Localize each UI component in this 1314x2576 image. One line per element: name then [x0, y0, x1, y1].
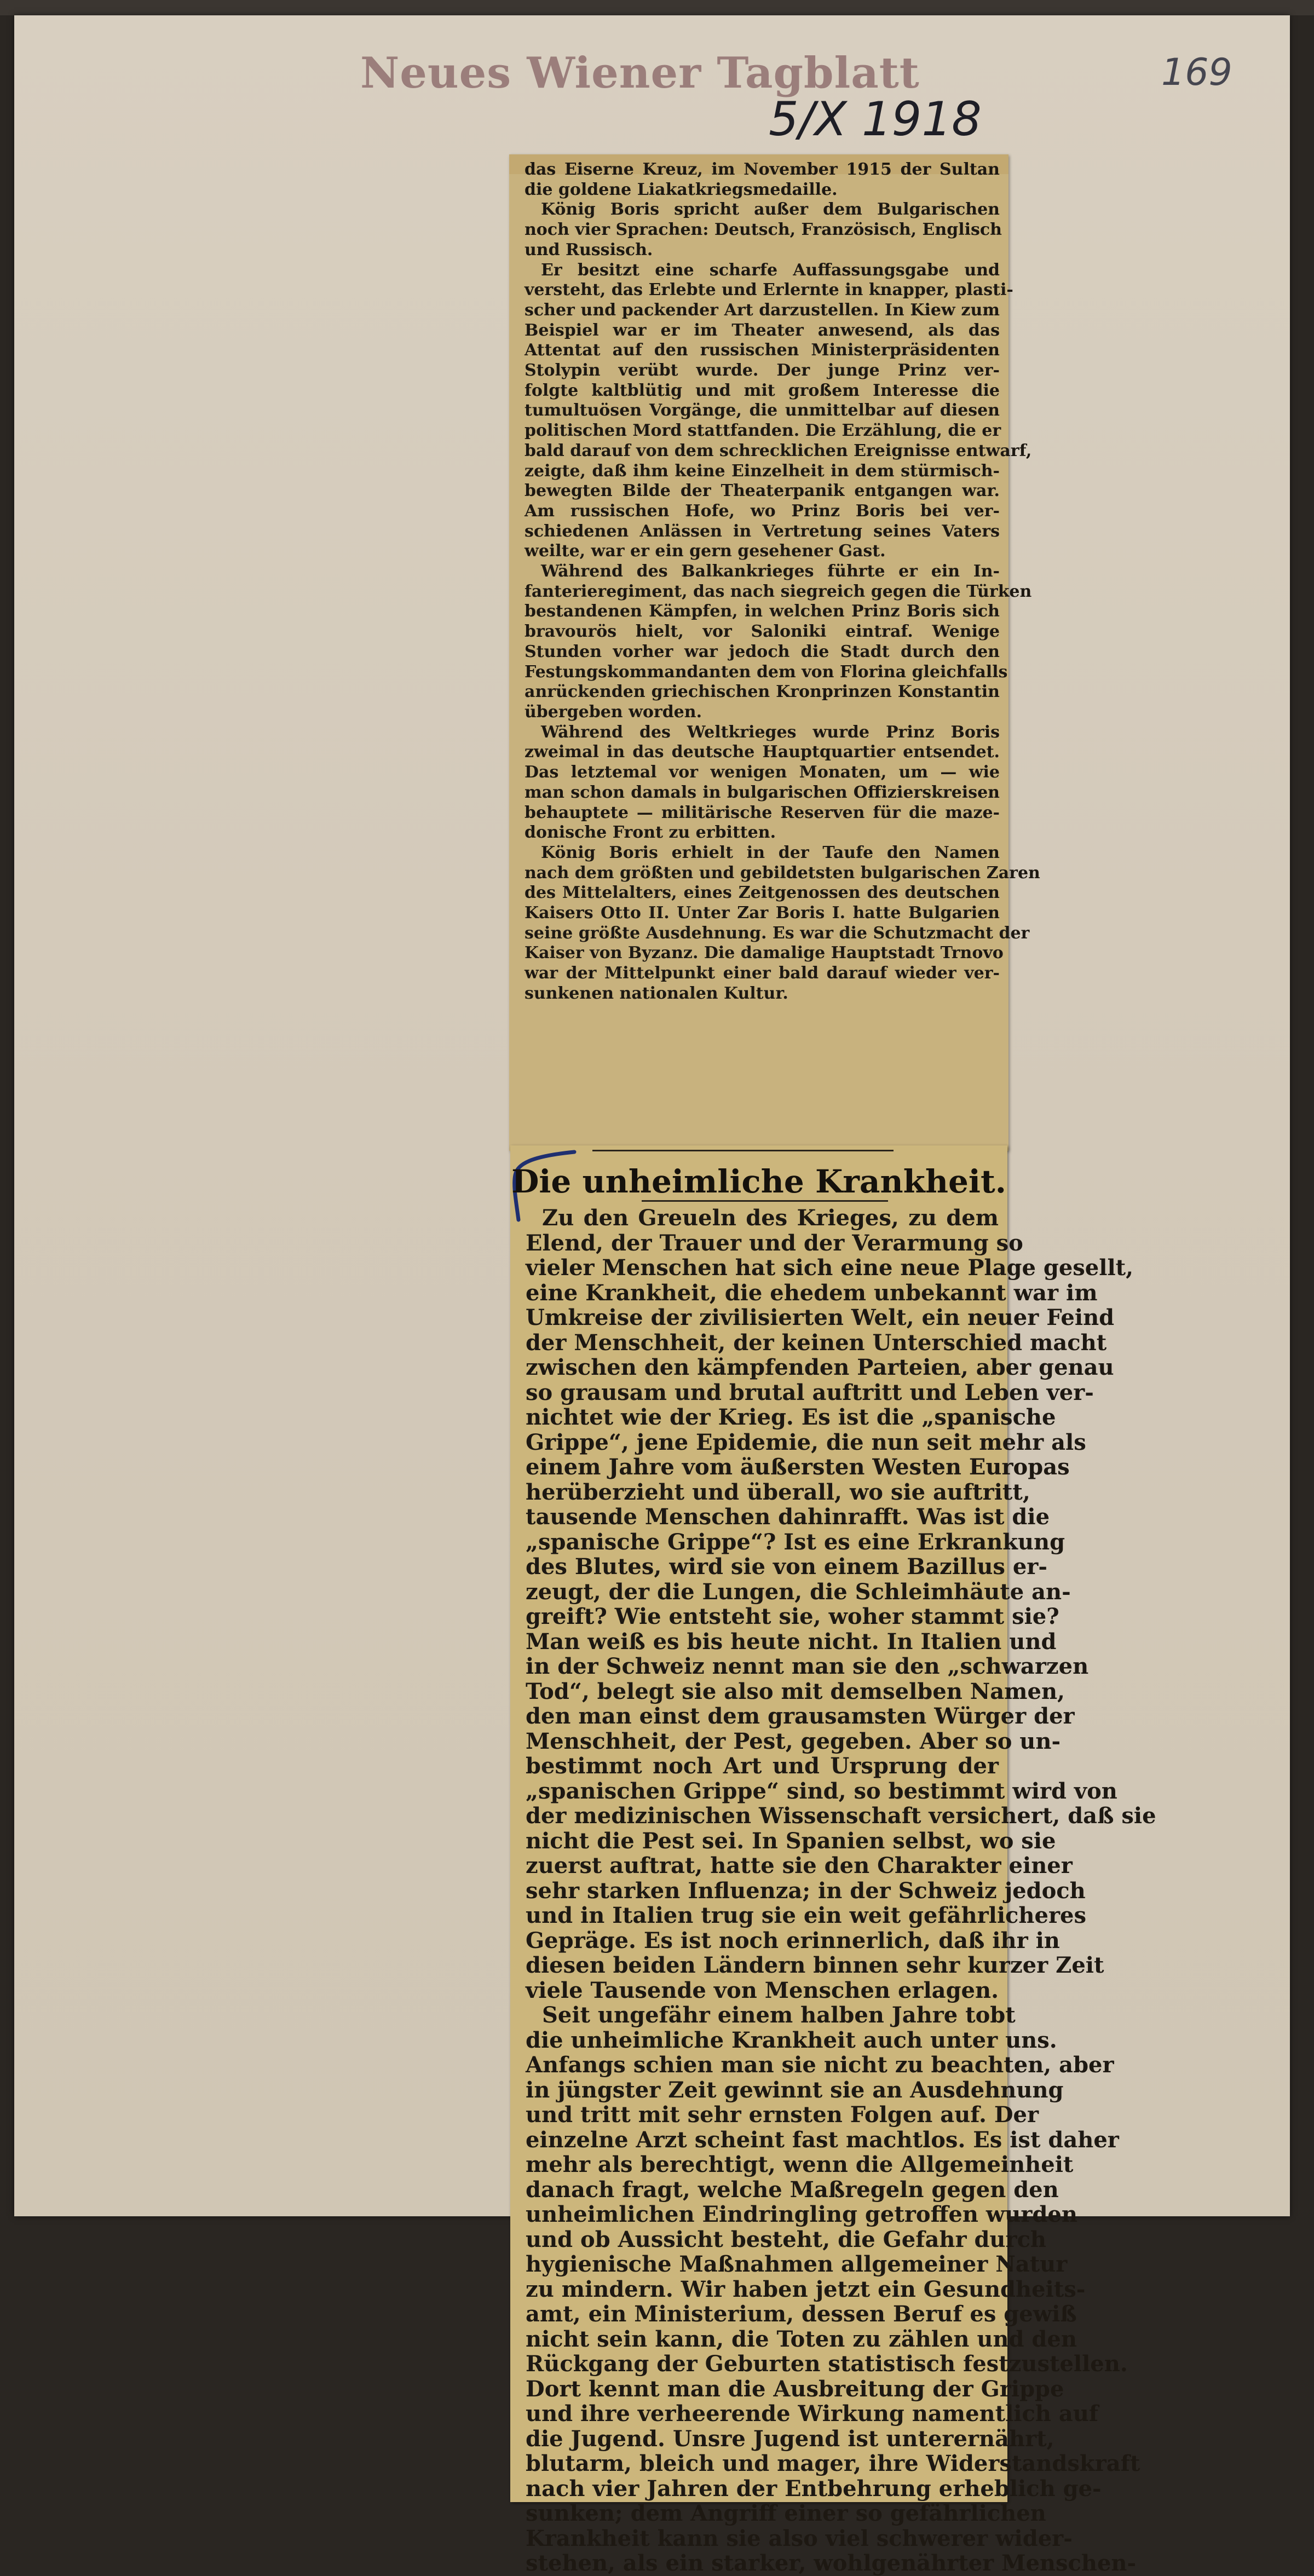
- text-line: anrückenden griechischen Kronprinzen Konstantin: [525, 682, 1000, 702]
- text-line: bewegten Bilde der Theaterpanik entgangen war.: [525, 481, 1000, 501]
- text-line: Zu den Greueln des Krieges, zu dem: [542, 1205, 999, 1231]
- headline-underline: [642, 1200, 888, 1202]
- text-line: eine Krankheit, die ehedem unbekannt war im: [526, 1280, 1098, 1306]
- text-line: Krankheit kann sie also viel schwerer wider-: [526, 2525, 1073, 2551]
- text-line: zeigte, daß ihm keine Einzelheit in dem stürmisch-: [525, 461, 1000, 481]
- text-line: und ihre verheerende Wirkung namentlich auf: [526, 2401, 1099, 2427]
- newspaper-stamp: Neues Wiener Tagblatt: [360, 48, 920, 98]
- text-line: Beispiel war er im Theater anwesend, als das: [525, 320, 1000, 340]
- article-headline: Die unheimliche Krankheit.: [511, 1163, 1006, 1200]
- text-line: Kaiser von Byzanz. Die damalige Hauptstadt Trnovo: [525, 943, 1004, 963]
- text-line: Stunden vorher war jedoch die Stadt durch den: [525, 642, 1000, 661]
- text-line: danach fragt, welche Maßregeln gegen den: [526, 2176, 1059, 2203]
- text-line: vieler Menschen hat sich eine neue Plage gesellt,: [526, 1255, 1134, 1281]
- handwritten-date: 5/X 1918: [769, 92, 982, 147]
- text-line: und ob Aussicht besteht, die Gefahr durch: [526, 2226, 1047, 2252]
- text-line: des Blutes, wird sie von einem Bazillus er-: [526, 1554, 1047, 1580]
- text-line: Tod“, belegt sie also mit demselben Namen,: [526, 1678, 1065, 1704]
- text-line: sehr starken Influenza; in der Schweiz jedoch: [526, 1877, 1086, 1904]
- text-line: bestimmt noch Art und Ursprung der: [526, 1753, 999, 1779]
- text-line: „spanische Grippe“? Ist es eine Erkrankung: [526, 1529, 1065, 1555]
- text-line: einem Jahre vom äußersten Westen Europas: [526, 1454, 1070, 1480]
- text-line: Kaisers Otto II. Unter Zar Boris I. hatte Bulgarien: [525, 903, 1000, 923]
- text-line: und tritt mit sehr ernsten Folgen auf. Der: [526, 2102, 1039, 2128]
- text-line: Gepräge. Es ist noch erinnerlich, daß ihr in: [526, 1927, 1060, 1953]
- text-line: schiedenen Anlässen in Vertretung seines Vaters: [525, 521, 1000, 541]
- text-line: Elend, der Trauer und der Verarmung so: [526, 1230, 1023, 1256]
- text-line: seine größte Ausdehnung. Es war die Schutzmacht der: [525, 923, 1030, 943]
- text-line: Dort kennt man die Ausbreitung der Grippe: [526, 2376, 1064, 2402]
- text-line: das Eiserne Kreuz, im November 1915 der Sultan: [525, 160, 1000, 179]
- text-line: der Menschheit, der keinen Unterschied macht: [526, 1329, 1107, 1356]
- text-line: in der Schweiz nennt man sie den „schwarzen: [526, 1653, 1089, 1679]
- clipping-1-text: [525, 160, 1040, 1004]
- text-line: behauptete — militärische Reserven für die maze-: [525, 803, 1000, 822]
- text-line: die Jugend. Unsre Jugend ist unterernährt,: [526, 2425, 1054, 2452]
- text-line: Menschheit, der Pest, gegeben. Aber so un-: [526, 1728, 1061, 1754]
- text-line: Seit ungefähr einem halben Jahre tobt: [542, 2002, 1016, 2028]
- text-line: viele Tausende von Menschen erlagen.: [526, 1977, 999, 2003]
- text-line: Das letztemal vor wenigen Monaten, um — wie: [525, 763, 1000, 782]
- text-line: mehr als berechtigt, wenn die Allgemeinheit: [526, 2152, 1074, 2177]
- text-line: zuerst auftrat, hatte sie den Charakter einer: [526, 1853, 1073, 1878]
- text-line: den man einst dem grausamsten Würger der: [526, 1703, 1075, 1729]
- text-line: zu mindern. Wir haben jetzt ein Gesundheits-: [526, 2276, 1086, 2302]
- text-line: fanterieregiment, das nach siegreich gegen die Türken: [525, 581, 1032, 601]
- text-line: Rückgang der Geburten statistisch festzustellen.: [526, 2351, 1128, 2377]
- text-line: und Russisch.: [525, 240, 653, 260]
- clipping-spanish-flu: [510, 1145, 1156, 2576]
- text-line: Stolypin verübt wurde. Der junge Prinz ver-: [525, 361, 1000, 381]
- text-line: zwischen den kämpfenden Parteien, aber genau: [526, 1355, 1114, 1380]
- text-line: blutarm, bleich und mager, ihre Widerstandskraft: [526, 2451, 1140, 2476]
- text-line: Anfangs schien man sie nicht zu beachten, aber: [526, 2052, 1114, 2078]
- text-line: zeugt, der die Lungen, die Schleimhäute an-: [526, 1578, 1071, 1605]
- text-line: bestandenen Kämpfen, in welchen Prinz Boris sich: [525, 602, 1000, 621]
- text-line: sunken; dem Angriff einer so gefährlichen: [526, 2500, 1046, 2526]
- text-line: Umkreise der zivilisierten Welt, ein neuer Feind: [526, 1305, 1115, 1330]
- text-line: amt, ein Ministerium, dessen Beruf es gewiß: [526, 2301, 1077, 2327]
- text-line: Er besitzt eine scharfe Auffassungsgabe und: [541, 260, 1000, 280]
- text-line: tumultuösen Vorgänge, die unmittelbar auf diesen: [525, 401, 1000, 420]
- text-line: der medizinischen Wissenschaft versichert, daß sie: [526, 1803, 1156, 1829]
- text-line: Während des Weltkrieges wurde Prinz Boris: [541, 722, 1000, 742]
- text-line: Festungskommandanten dem von Florina gleichfalls: [525, 662, 1008, 682]
- text-line: König Boris erhielt in der Taufe den Namen: [541, 843, 1000, 862]
- text-line: noch vier Sprachen: Deutsch, Französisch, Englisch: [525, 220, 1002, 240]
- text-line: nichtet wie der Krieg. Es ist die „spanische: [526, 1404, 1056, 1430]
- text-line: scher und packender Art darzustellen. In Kiew zum: [525, 300, 1000, 320]
- folio-number: 169: [1161, 51, 1232, 94]
- clipping-2-text: [526, 1205, 1156, 2576]
- text-line: Man weiß es bis heute nicht. In Italien und: [526, 1628, 1057, 1655]
- text-line: tausende Menschen dahinrafft. Was ist die: [526, 1504, 1050, 1530]
- text-line: so grausam und brutal auftritt und Leben ver-: [526, 1379, 1094, 1405]
- text-line: donische Front zu erbitten.: [525, 823, 776, 843]
- text-line: Attentat auf den russischen Ministerpräsidenten: [525, 341, 1000, 360]
- text-line: greift? Wie entsteht sie, woher stammt sie?: [526, 1604, 1059, 1629]
- text-line: in jüngster Zeit gewinnt sie an Ausdehnung: [526, 2077, 1064, 2103]
- text-line: zweimal in das deutsche Hauptquartier entsendet.: [525, 742, 1000, 762]
- text-line: die goldene Liakatkriegsmedaille.: [525, 180, 838, 199]
- text-line: bravourös hielt, vor Saloniki eintraf. Wenige: [525, 622, 1000, 642]
- text-line: politischen Mord stattfanden. Die Erzählung, die er: [525, 421, 1001, 441]
- text-line: und in Italien trug sie ein weit gefährlicheres: [526, 1903, 1086, 1928]
- text-line: Am russischen Hofe, wo Prinz Boris bei ver-: [525, 501, 1000, 521]
- text-line: übergeben worden.: [525, 702, 702, 722]
- text-line: sunkenen nationalen Kultur.: [525, 983, 788, 1003]
- text-line: folgte kaltblütig und mit großem Interesse die: [525, 381, 1000, 400]
- text-line: nicht die Pest sei. In Spanien selbst, wo sie: [526, 1828, 1056, 1854]
- text-line: weilte, war er ein gern gesehener Gast.: [525, 541, 886, 561]
- text-line: stehen, als ein starker, wohlgenährter Menschen-: [526, 2550, 1137, 2576]
- text-line: des Mittelalters, eines Zeitgenossen des deutschen: [525, 883, 1000, 903]
- text-line: nicht sein kann, die Toten zu zählen und den: [526, 2326, 1077, 2352]
- scan-background: [0, 0, 1314, 15]
- text-line: die unheimliche Krankheit auch unter uns.: [526, 2027, 1057, 2053]
- clipping-king-boris: [509, 154, 1040, 1151]
- text-line: Während des Balkankrieges führte er ein In-: [541, 562, 1000, 581]
- text-line: unheimlichen Eindringling getroffen wurden: [526, 2202, 1077, 2227]
- text-line: Grippe“, jene Epidemie, die nun seit mehr als: [526, 1429, 1086, 1455]
- text-line: „spanischen Grippe“ sind, so bestimmt wird von: [526, 1778, 1117, 1804]
- text-line: nach dem größten und gebildetsten bulgarischen Zaren: [525, 863, 1040, 883]
- text-line: nach vier Jahren der Entbehrung erheblich ge-: [526, 2475, 1102, 2502]
- text-line: einzelne Arzt scheint fast machtlos. Es ist daher: [526, 2127, 1119, 2153]
- text-line: versteht, das Erlebte und Erlernte in knapper, plasti-: [525, 280, 1013, 300]
- text-line: diesen beiden Ländern binnen sehr kurzer Zeit: [526, 1952, 1104, 1978]
- text-line: war der Mittelpunkt einer bald darauf wieder ver-: [525, 964, 1000, 983]
- text-line: man schon damals in bulgarischen Offizierskreisen: [525, 782, 1000, 802]
- text-line: hygienische Maßnahmen allgemeiner Natur: [526, 2251, 1068, 2277]
- separator-rule: [592, 1150, 894, 1151]
- text-line: bald darauf von dem schrecklichen Ereignisse entwarf,: [525, 441, 1032, 460]
- text-line: herüberzieht und überall, wo sie auftritt,: [526, 1479, 1030, 1505]
- text-line: König Boris spricht außer dem Bulgarischen: [541, 200, 1000, 220]
